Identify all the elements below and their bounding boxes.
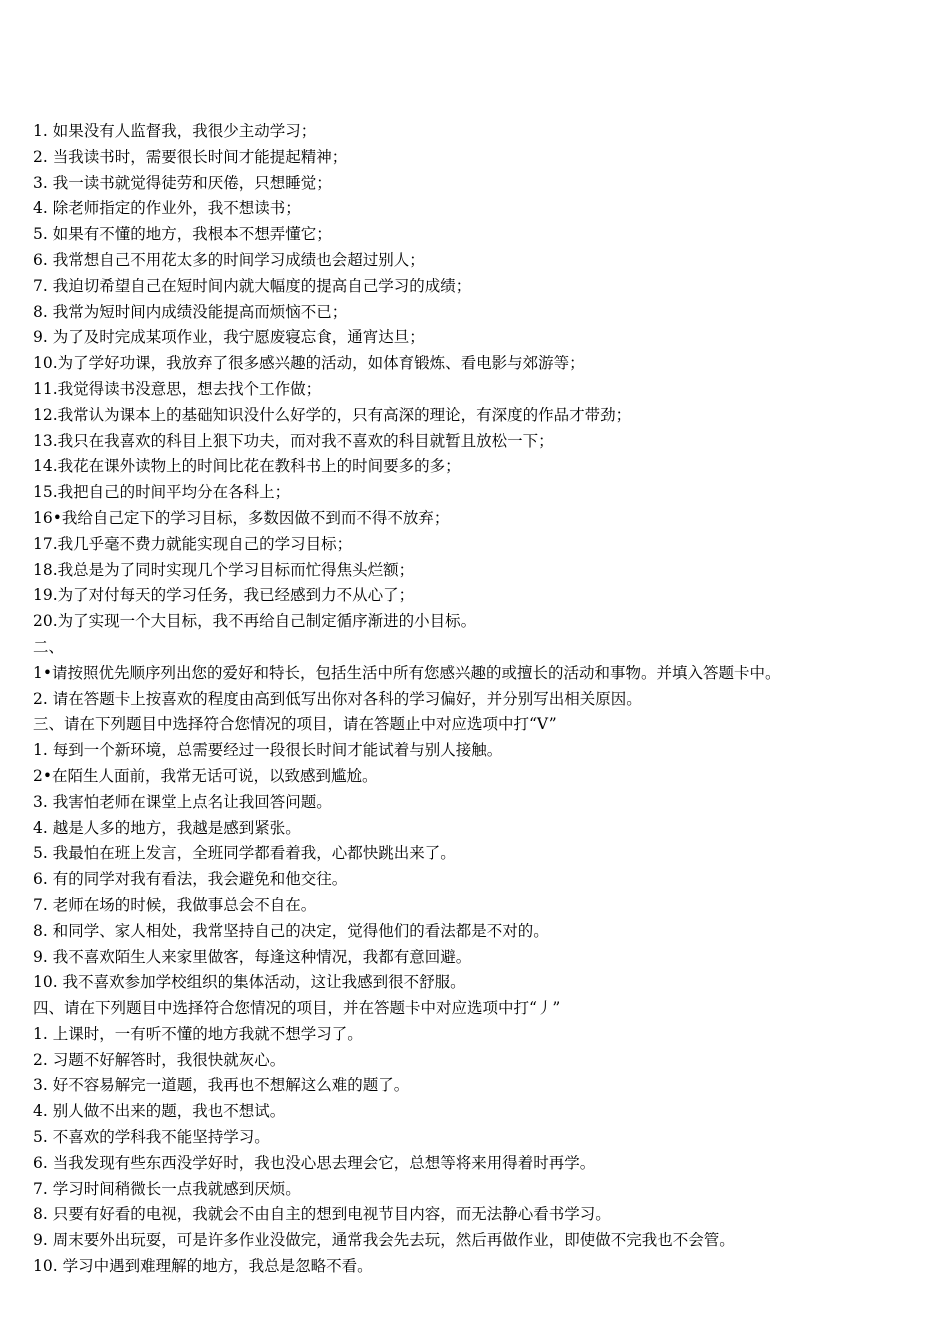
q1-item-15: 15.我把自己的时间平均分在各科上； (33, 483, 291, 502)
q4-item-2: 2. 习题不好解答时，我很快就灰心。 (33, 1050, 286, 1069)
q3-item-4: 4. 越是人多的地方，我越是感到紧张。 (33, 818, 301, 837)
q1-item-2: 2. 当我读书时，需要很长时间才能提起精神； (33, 147, 348, 166)
section-4-heading: 四、请在下列题目中选择符合您情况的项目，并在答题卡中对应选项中打“丿” (33, 999, 561, 1018)
q2-item-1: 1•请按照优先顺序列出您的爱好和特长，包括生活中所有您感兴趣的或擅长的活动和事物。并填入答题卡中。 (33, 663, 781, 682)
q3-item-2: 2•在陌生人面前，我常无话可说，以致感到尴尬。 (33, 766, 378, 785)
section-2-heading: 二、 (33, 637, 65, 656)
q3-item-6: 6. 有的同学对我有看法，我会避免和他交往。 (33, 870, 348, 889)
q1-item-3: 3. 我一读书就觉得徒劳和厌倦，只想睡觉； (33, 173, 332, 192)
q1-item-7: 7. 我迫切希望自己在短时间内就大幅度的提高自己学习的成绩； (33, 276, 472, 295)
q1-item-16: 16•我给自己定下的学习目标，多数因做不到而不得不放弃； (33, 508, 450, 527)
q4-item-4: 4. 别人做不出来的题，我也不想试。 (33, 1102, 286, 1121)
q1-item-12: 12.我常认为课本上的基础知识没什么好学的，只有高深的理论，有深度的作品才带劲； (33, 405, 632, 424)
q1-item-11: 11.我觉得读书没意思，想去找个工作做； (33, 379, 322, 398)
section-3-heading: 三、请在下列题目中选择符合您情况的项目，请在答题止中对应选项中打“V” (33, 715, 557, 734)
q1-item-14: 14.我花在课外读物上的时间比花在教科书上的时间要多的多； (33, 457, 461, 476)
q4-item-3: 3. 好不容易解完一道题，我再也不想解这么难的题了。 (33, 1076, 410, 1095)
q1-item-9: 9. 为了及时完成某项作业，我宁愿废寝忘食，通宵达旦； (33, 328, 425, 347)
q4-item-6: 6. 当我发现有些东西没学好时，我也没心思去理会它，总想等将来用得着时再学。 (33, 1153, 596, 1172)
q1-item-20: 20.为了实现一个大目标，我不再给自己制定循序渐进的小目标。 (33, 612, 477, 631)
q4-item-8: 8. 只要有好看的电视，我就会不由自主的想到电视节目内容，而无法静心看书学习。 (33, 1205, 611, 1224)
q2-item-2: 2. 请在答题卡上按喜欢的程度由高到低写出你对各科的学习偏好，并分别写出相关原因。 (33, 689, 642, 708)
q4-item-9: 9. 周末要外出玩耍，可是许多作业没做完，通常我会先去玩，然后再做作业，即使做不完我也不会管。 (33, 1231, 735, 1250)
q3-item-5: 5. 我最怕在班上发言，全班同学都看着我，心都快跳出来了。 (33, 844, 456, 863)
q1-item-13: 13.我只在我喜欢的科目上狠下功夫，而对我不喜欢的科目就暂且放松一下； (33, 431, 554, 450)
q3-item-3: 3. 我害怕老师在课堂上点名让我回答问题。 (33, 792, 332, 811)
q1-item-1: 1. 如果没有人监督我，我很少主动学习； (33, 122, 317, 140)
q1-item-18: 18.我总是为了同时实现几个学习目标而忙得焦头烂额； (33, 560, 415, 579)
q3-item-9: 9. 我不喜欢陌生人来家里做客，每逢这种情况，我都有意回避。 (33, 947, 472, 966)
q1-item-5: 5. 如果有不懂的地方，我根本不想弄懂它； (33, 225, 332, 244)
q4-item-7: 7. 学习时间稍微长一点我就感到厌烦。 (33, 1179, 301, 1198)
q1-item-6: 6. 我常想自己不用花太多的时间学习成绩也会超过别人； (33, 250, 425, 269)
q1-item-4: 4. 除老师指定的作业外，我不想读书； (33, 199, 301, 218)
q1-item-8: 8. 我常为短时间内成绩没能提高而烦恼不已； (33, 302, 348, 321)
q1-item-19: 19.为了对付每天的学习任务，我已经感到力不从心了； (33, 586, 415, 605)
q3-item-1: 1. 每到一个新环境，总需要经过一段很长时间才能试着与别人接触。 (33, 741, 503, 760)
q1-item-10: 10.为了学好功课，我放弃了很多感兴趣的活动，如体育锻炼、看电影与郊游等； (33, 354, 585, 373)
q4-item-10: 10. 学习中遇到难理解的地方，我总是忽略不看。 (33, 1257, 373, 1276)
q3-item-8: 8. 和同学、家人相处，我常坚持自己的决定，觉得他们的看法都是不对的。 (33, 921, 549, 940)
document-page (33, 119, 913, 1280)
q4-item-1: 1. 上课时，一有听不懂的地方我就不想学习了。 (33, 1024, 363, 1043)
q4-item-5: 5. 不喜欢的学科我不能坚持学习。 (33, 1128, 270, 1147)
q3-item-7: 7. 老师在场的时候，我做事总会不自在。 (33, 895, 317, 914)
q1-item-17: 17.我几乎毫不费力就能实现自己的学习目标； (33, 534, 353, 553)
q3-item-10: 10. 我不喜欢参加学校组织的集体活动，这让我感到很不舒服。 (33, 973, 466, 992)
